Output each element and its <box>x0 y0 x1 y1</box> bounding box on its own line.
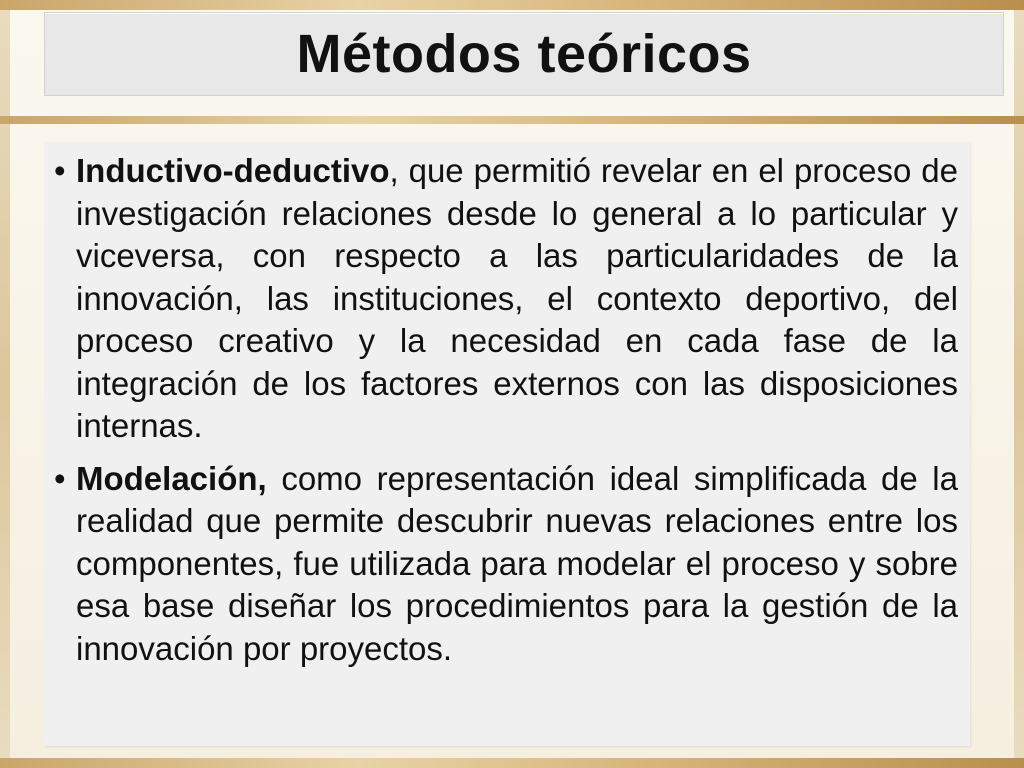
bullet-item-inductivo-deductivo <box>54 150 958 448</box>
bullet-text: , que permitió revelar en el proceso de investigación relaciones desde lo general a lo particular y viceversa, con respecto a las particularidades de la innovación, las instituciones, el contexto deportivo, del proceso creativo y la necesidad en cada fase de la integración de los factores externos con las disposiciones internas. <box>76 152 958 444</box>
bullet-list <box>44 142 970 670</box>
bullet-item-modelacion <box>54 458 958 671</box>
title-divider-stripe <box>0 116 1024 124</box>
title-bar <box>44 12 1004 96</box>
bullet-marker: • <box>54 152 66 189</box>
bullet-term: Inductivo-deductivo <box>76 152 390 189</box>
slide-title: Métodos teóricos <box>296 24 752 84</box>
bullet-marker: • <box>54 459 66 497</box>
bullet-term: Modelación, <box>76 459 267 497</box>
content-box <box>44 142 970 746</box>
frame-bottom-stripe <box>0 758 1024 768</box>
frame-top-stripe <box>0 0 1024 10</box>
bullet-text: como representación ideal simplificada de la realidad que permite descubrir nuevas relaciones entre los componentes, fue utilizada para modelar el proceso y sobre esa base diseñar los procedimientos para la gestión de la innovación por proyectos. <box>76 459 958 667</box>
